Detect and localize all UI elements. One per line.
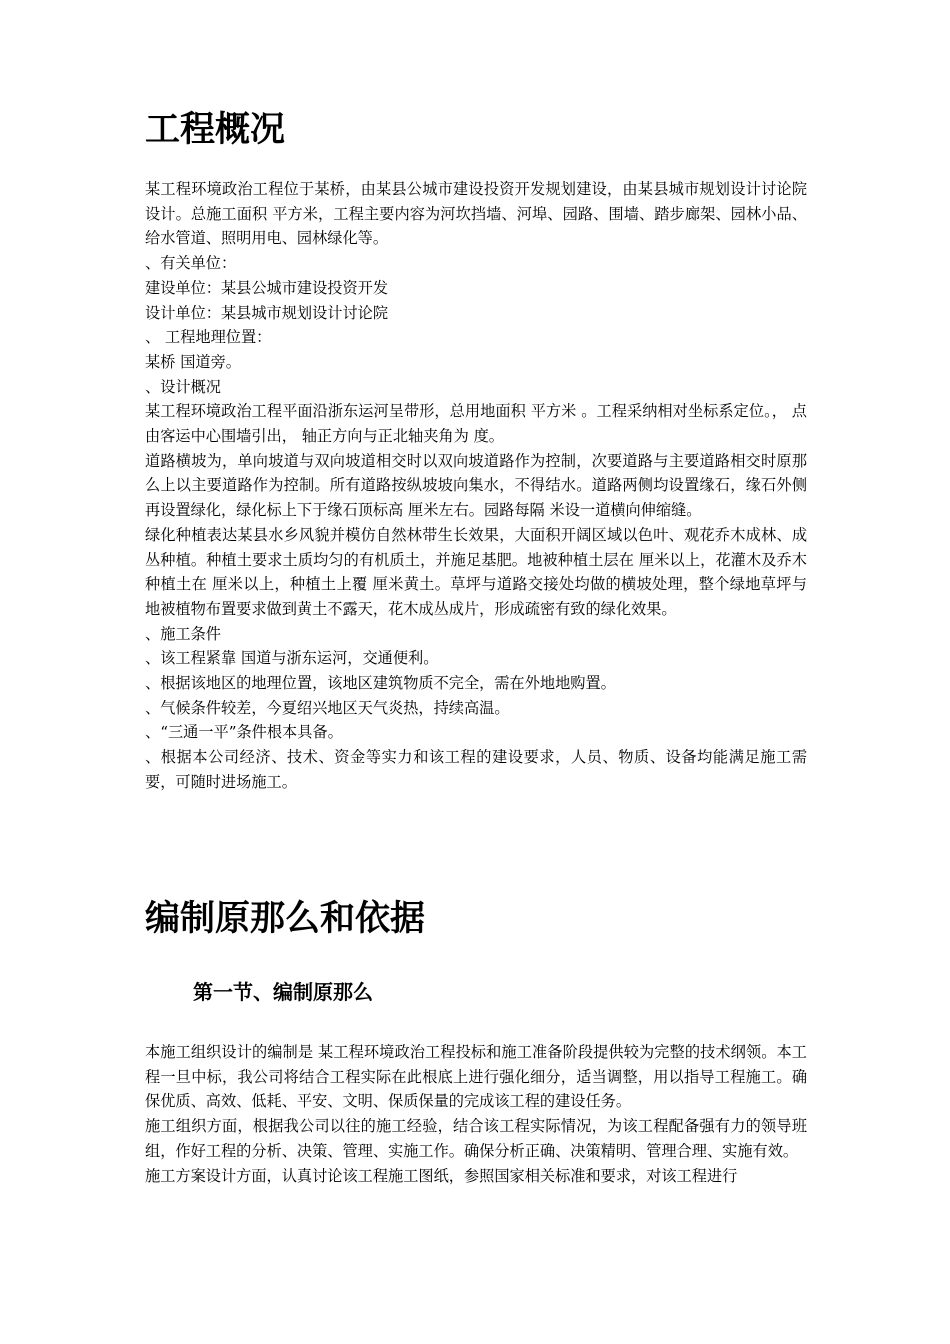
paragraph: 设计单位：某县城市规划设计讨论院 [145,303,388,322]
subheading-section-one: 第一节、编制原那么 [193,980,373,1004]
paragraph: 、该工程紧靠 国道与浙东运河，交通便利。 [145,649,439,668]
paragraph: 、有关单位： [145,254,237,273]
paragraph: 某桥 国道旁。 [145,352,241,371]
paragraph: 建设单位：某县公城市建设投资开发 [145,278,388,297]
paragraph: 、施工条件 [145,624,221,643]
paragraph: 某工程环境政治工程位于某桥，由某县公城市建设投资开发规划建设，由某县城市规划设计讨论院设计。总施工面积 平方米，工程主要内容为河坎挡墙、河埠、园路、围墙、踏步廊架、园林小品、给水管道、照明用电、园林绿化等。 [145,180,807,248]
paragraph: 施工组织方面，根据我公司以往的施工经验，结合该工程实际情况，为该工程配备强有力的领导班组，作好工程的分析、决策、管理、实施工作。确保分析正确、决策精明、管理合理、实施有效。 [145,1117,807,1160]
paragraph: 某工程环境政治工程平面沿浙东运河呈带形，总用地面积 平方米 。工程采纳相对坐标系定位。， 点由客运中心围墙引出， 轴正方向与正北轴夹角为 度。 [145,402,807,446]
paragraph: 、根据该地区的地理位置，该地区建筑物质不完全，需在外地地购置。 [145,674,616,693]
paragraph: 、 工程地理位置： [145,328,272,347]
paragraph: 、设计概况 [145,377,221,396]
paragraph: 本施工组织设计的编制是 某工程环境政治工程投标和施工准备阶段提供较为完整的技术纲领。本工程一旦中标，我公司将结合工程实际在此根底上进行强化细分，适当调整，用以指导工程施工。确保优质、高效、低耗、平安、文明、保质保量的完成该工程的建设任务。 [145,1043,807,1111]
paragraph: 、“三通一平”条件根本具备。 [145,723,343,742]
paragraph: 、气候条件较差，今夏绍兴地区天气炎热，持续高温。 [145,698,510,717]
section-principles [145,1040,807,1188]
heading-project-overview: 工程概况 [145,110,286,150]
section-project-overview [145,177,807,795]
paragraph: 绿化种植表达某县水乡风貌并模仿自然林带生长效果，大面积开阔区域以色叶、观花乔木成林、成丛种植。种植土要求土质均匀的有机质土，并施足基肥。地被种植土层在 厘米以上，花灌木及乔木种植土在 厘米以上，种植土上覆 厘米黄土。草坪与道路交接处均做的横坡处理，整个绿地草坪与地被植物布置要求做到黄土不露天，花木成丛成片，形成疏密有致的绿化效果。 [145,525,807,618]
heading-principles-and-basis: 编制原那么和依据 [145,899,426,939]
paragraph: 道路横坡为，单向坡道与双向坡道相交时以双向坡道路作为控制，次要道路与主要道路相交时原那么上以主要道路作为控制。所有道路按纵坡坡向集水，不得结水。道路两侧均设置缘石，缘石外侧再设置绿化，绿化标上下于缘石顶标高 厘米左右。园路每隔 米设一道横向伸缩缝。 [145,451,807,520]
paragraph: 施工方案设计方面，认真讨论该工程施工图纸，参照国家相关标准和要求，对该工程进行 [145,1166,738,1185]
paragraph: 、根据本公司经济、技术、资金等实力和该工程的建设要求，人员、物质、设备均能满足施工需要，可随时进场施工。 [145,748,807,791]
